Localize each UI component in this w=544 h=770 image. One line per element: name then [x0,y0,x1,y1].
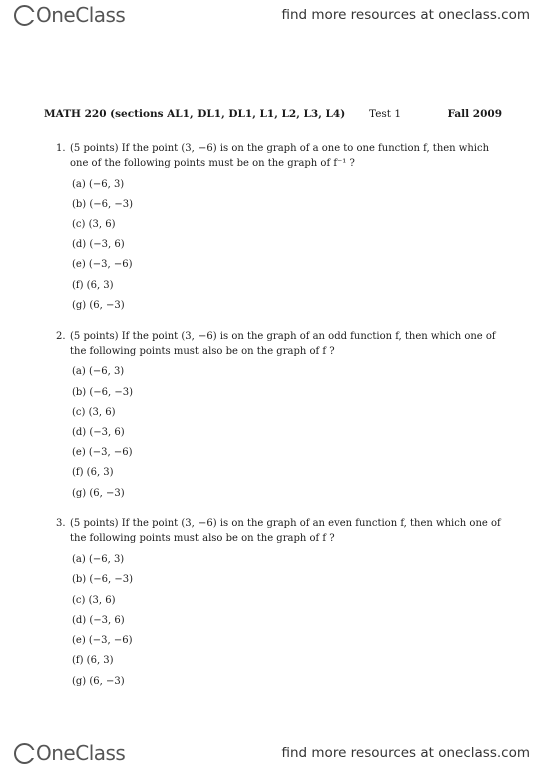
oneclass-logo[interactable] [14,2,125,28]
top-bar [0,0,544,30]
q2-choice-f: (f) (6, 3) [72,467,114,478]
question-text: (5 points) If the point (3, −6) is on the graph of an even function f, then which one of the following points must also be on the graph of f ? [70,518,501,544]
q1-choice-e: (e) (−3, −6) [72,259,133,270]
q3-choice-g: (g) (6, −3) [72,676,125,687]
q1-choice-b: (b) (−6, −3) [72,199,134,210]
question-3 [56,516,504,546]
q2-choice-d: (d) (−3, 6) [72,427,125,438]
logo-text: OneClass [36,741,126,765]
question-number: 2. [56,331,66,342]
q3-choice-d: (d) (−3, 6) [72,615,125,626]
q3-choice-f: (f) (6, 3) [72,655,114,666]
q3-choice-e: (e) (−3, −6) [72,635,133,646]
logo-o-icon [14,743,35,764]
q3-choice-b: (b) (−6, −3) [72,574,134,585]
q1-choice-c: (c) (3, 6) [72,219,116,230]
question-1 [56,141,504,171]
bottom-bar [0,738,544,768]
q3-choice-a: (a) (−6, 3) [72,554,125,565]
term-label: Fall 2009 [447,108,502,120]
q2-choice-b: (b) (−6, −3) [72,387,134,398]
q1-choice-g: (g) (6, −3) [72,300,125,311]
q1-choice-a: (a) (−6, 3) [72,179,125,190]
test-name: Test 1 [369,108,402,120]
oneclass-logo[interactable] [14,740,125,766]
question-text: (5 points) If the point (3, −6) is on the graph of an odd function f, then which one of the following points must also be on the graph of f ? [70,331,496,357]
question-2 [56,329,504,359]
resources-link[interactable]: find more resources at oneclass.com [281,7,530,23]
q2-choice-e: (e) (−3, −6) [72,447,133,458]
logo-text: OneClass [36,3,126,27]
q1-choice-f: (f) (6, 3) [72,280,114,291]
question-number: 1. [56,143,66,154]
question-text: (5 points) If the point (3, −6) is on the graph of a one to one function f, then which one of the following points must be on the graph of f⁻¹ ? [70,143,490,169]
resources-link[interactable]: find more resources at oneclass.com [281,745,530,761]
course-title: MATH 220 (sections AL1, DL1, DL1, L1, L2, L3, L4) [44,108,346,120]
q2-choice-c: (c) (3, 6) [72,407,116,418]
q1-choice-d: (d) (−3, 6) [72,239,125,250]
q3-choice-c: (c) (3, 6) [72,595,116,606]
q2-choice-g: (g) (6, −3) [72,488,125,499]
q2-choice-a: (a) (−6, 3) [72,366,125,377]
document-header [44,108,502,124]
question-number: 3. [56,518,66,529]
logo-o-icon [14,5,35,26]
